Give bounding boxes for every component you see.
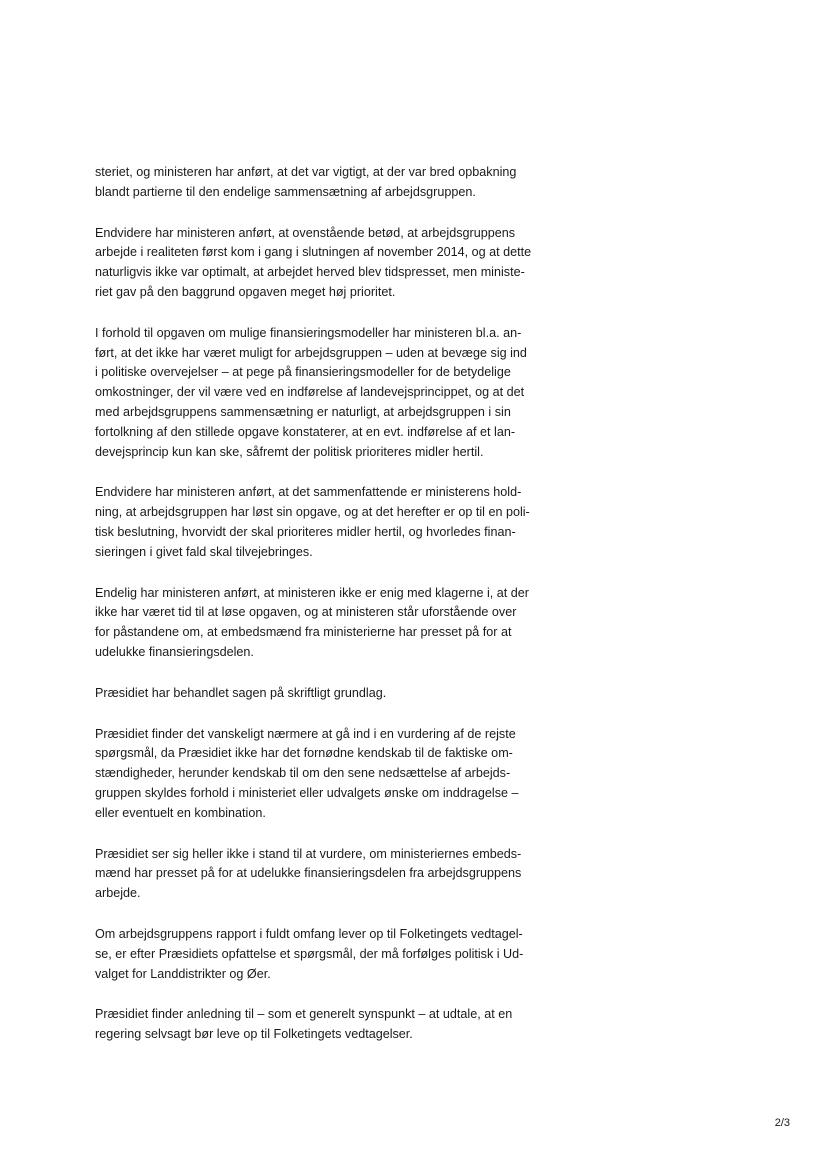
paragraph	[95, 224, 595, 303]
document-body	[95, 163, 595, 1066]
paragraph	[95, 483, 595, 562]
page-number: 2/3	[774, 1117, 790, 1129]
text-line: steriet, og ministeren har anført, at det var vigtigt, at der var bred opbakning	[95, 165, 517, 179]
text-line: Om arbejdsgruppens rapport i fuldt omfang lever op til Folketingets vedtagel-	[95, 926, 523, 941]
paragraph	[95, 584, 595, 663]
text-line: i politiske overvejelser – at pege på finansieringsmodeller for de betydelige	[95, 365, 511, 380]
paragraph	[95, 163, 595, 203]
text-line: riet gav på den baggrund opgaven meget høj prioritet.	[95, 284, 396, 299]
text-line: ikke har været tid til at løse opgaven, og at ministeren står uforstående over	[95, 605, 517, 620]
text-line: arbejde.	[95, 886, 141, 901]
text-line: med arbejdsgruppens sammensætning er naturligt, at arbejdsgruppen i sin	[95, 404, 511, 419]
text-line: Endvidere har ministeren anført, at ovenstående betød, at arbejdsgruppens	[95, 225, 516, 240]
text-line: regering selvsagt bør leve op til Folketingets vedtagelser.	[95, 1027, 413, 1042]
text-line: Præsidiet finder det vanskeligt nærmere at gå ind i en vurdering af de rejste	[95, 726, 516, 741]
text-line: fortolkning af den stillede opgave konstaterer, at en evt. indførelse af et lan-	[95, 424, 516, 439]
text-line: Præsidiet ser sig heller ikke i stand til at vurdere, om ministeriernes embeds-	[95, 846, 522, 861]
text-line: tisk beslutning, hvorvidt der skal prioriteres midler hertil, og hvorledes finan-	[95, 524, 516, 539]
paragraph	[95, 845, 595, 904]
text-line: Endvidere har ministeren anført, at det sammenfattende er ministerens hold-	[95, 485, 522, 500]
text-line: se, er efter Præsidiets opfattelse et spørgsmål, der må forfølges politisk i Ud-	[95, 946, 524, 961]
text-line: for påstandene om, at embedsmænd fra ministerierne har presset på for at	[95, 625, 512, 640]
paragraph	[95, 1005, 595, 1045]
paragraph	[95, 684, 595, 704]
text-line: udelukke finansieringsdelen.	[95, 644, 254, 659]
text-line: sieringen i givet fald skal tilvejebringes.	[95, 544, 313, 559]
text-line: naturligvis ikke var optimalt, at arbejdet herved blev tidspresset, men ministe-	[95, 265, 525, 280]
text-line: gruppen skyldes forhold i ministeriet eller udvalgets ønske om inddragelse –	[95, 785, 519, 800]
text-line: eller eventuelt en kombination.	[95, 805, 266, 820]
text-line: ning, at arbejdsgruppen har løst sin opgave, og at det herefter er op til en poli-	[95, 505, 530, 520]
text-line: blandt partierne til den endelige sammensætning af arbejdsgruppen.	[95, 184, 476, 199]
paragraph	[95, 324, 595, 463]
text-line: ført, at det ikke har været muligt for arbejdsgruppen – uden at bevæge sig ind	[95, 345, 527, 360]
text-line: I forhold til opgaven om mulige finansieringsmodeller har ministeren bl.a. an-	[95, 325, 522, 340]
text-line: valget for Landdistrikter og Øer.	[95, 966, 271, 981]
text-line: devejsprincip kun kan ske, såfremt der politisk prioriteres midler hertil.	[95, 444, 484, 459]
text-line: spørgsmål, da Præsidiet ikke har det fornødne kendskab til de faktiske om-	[95, 746, 513, 761]
text-line: omkostninger, der vil være ved en indførelse af landevejsprincippet, og at det	[95, 385, 525, 400]
text-line: mænd har presset på for at udelukke finansieringsdelen fra arbejdsgruppens	[95, 866, 522, 881]
paragraph	[95, 725, 595, 824]
text-line: Endelig har ministeren anført, at ministeren ikke er enig med klagerne i, at der	[95, 585, 529, 600]
paragraph	[95, 925, 595, 984]
text-line: Præsidiet finder anledning til – som et generelt synspunkt – at udtale, at en	[95, 1007, 513, 1022]
text-line: Præsidiet har behandlet sagen på skriftligt grundlag.	[95, 685, 387, 700]
text-line: arbejde i realiteten først kom i gang i slutningen af november 2014, og at dette	[95, 245, 532, 260]
text-line: stændigheder, herunder kendskab til om den sene nedsættelse af arbejds-	[95, 766, 511, 781]
